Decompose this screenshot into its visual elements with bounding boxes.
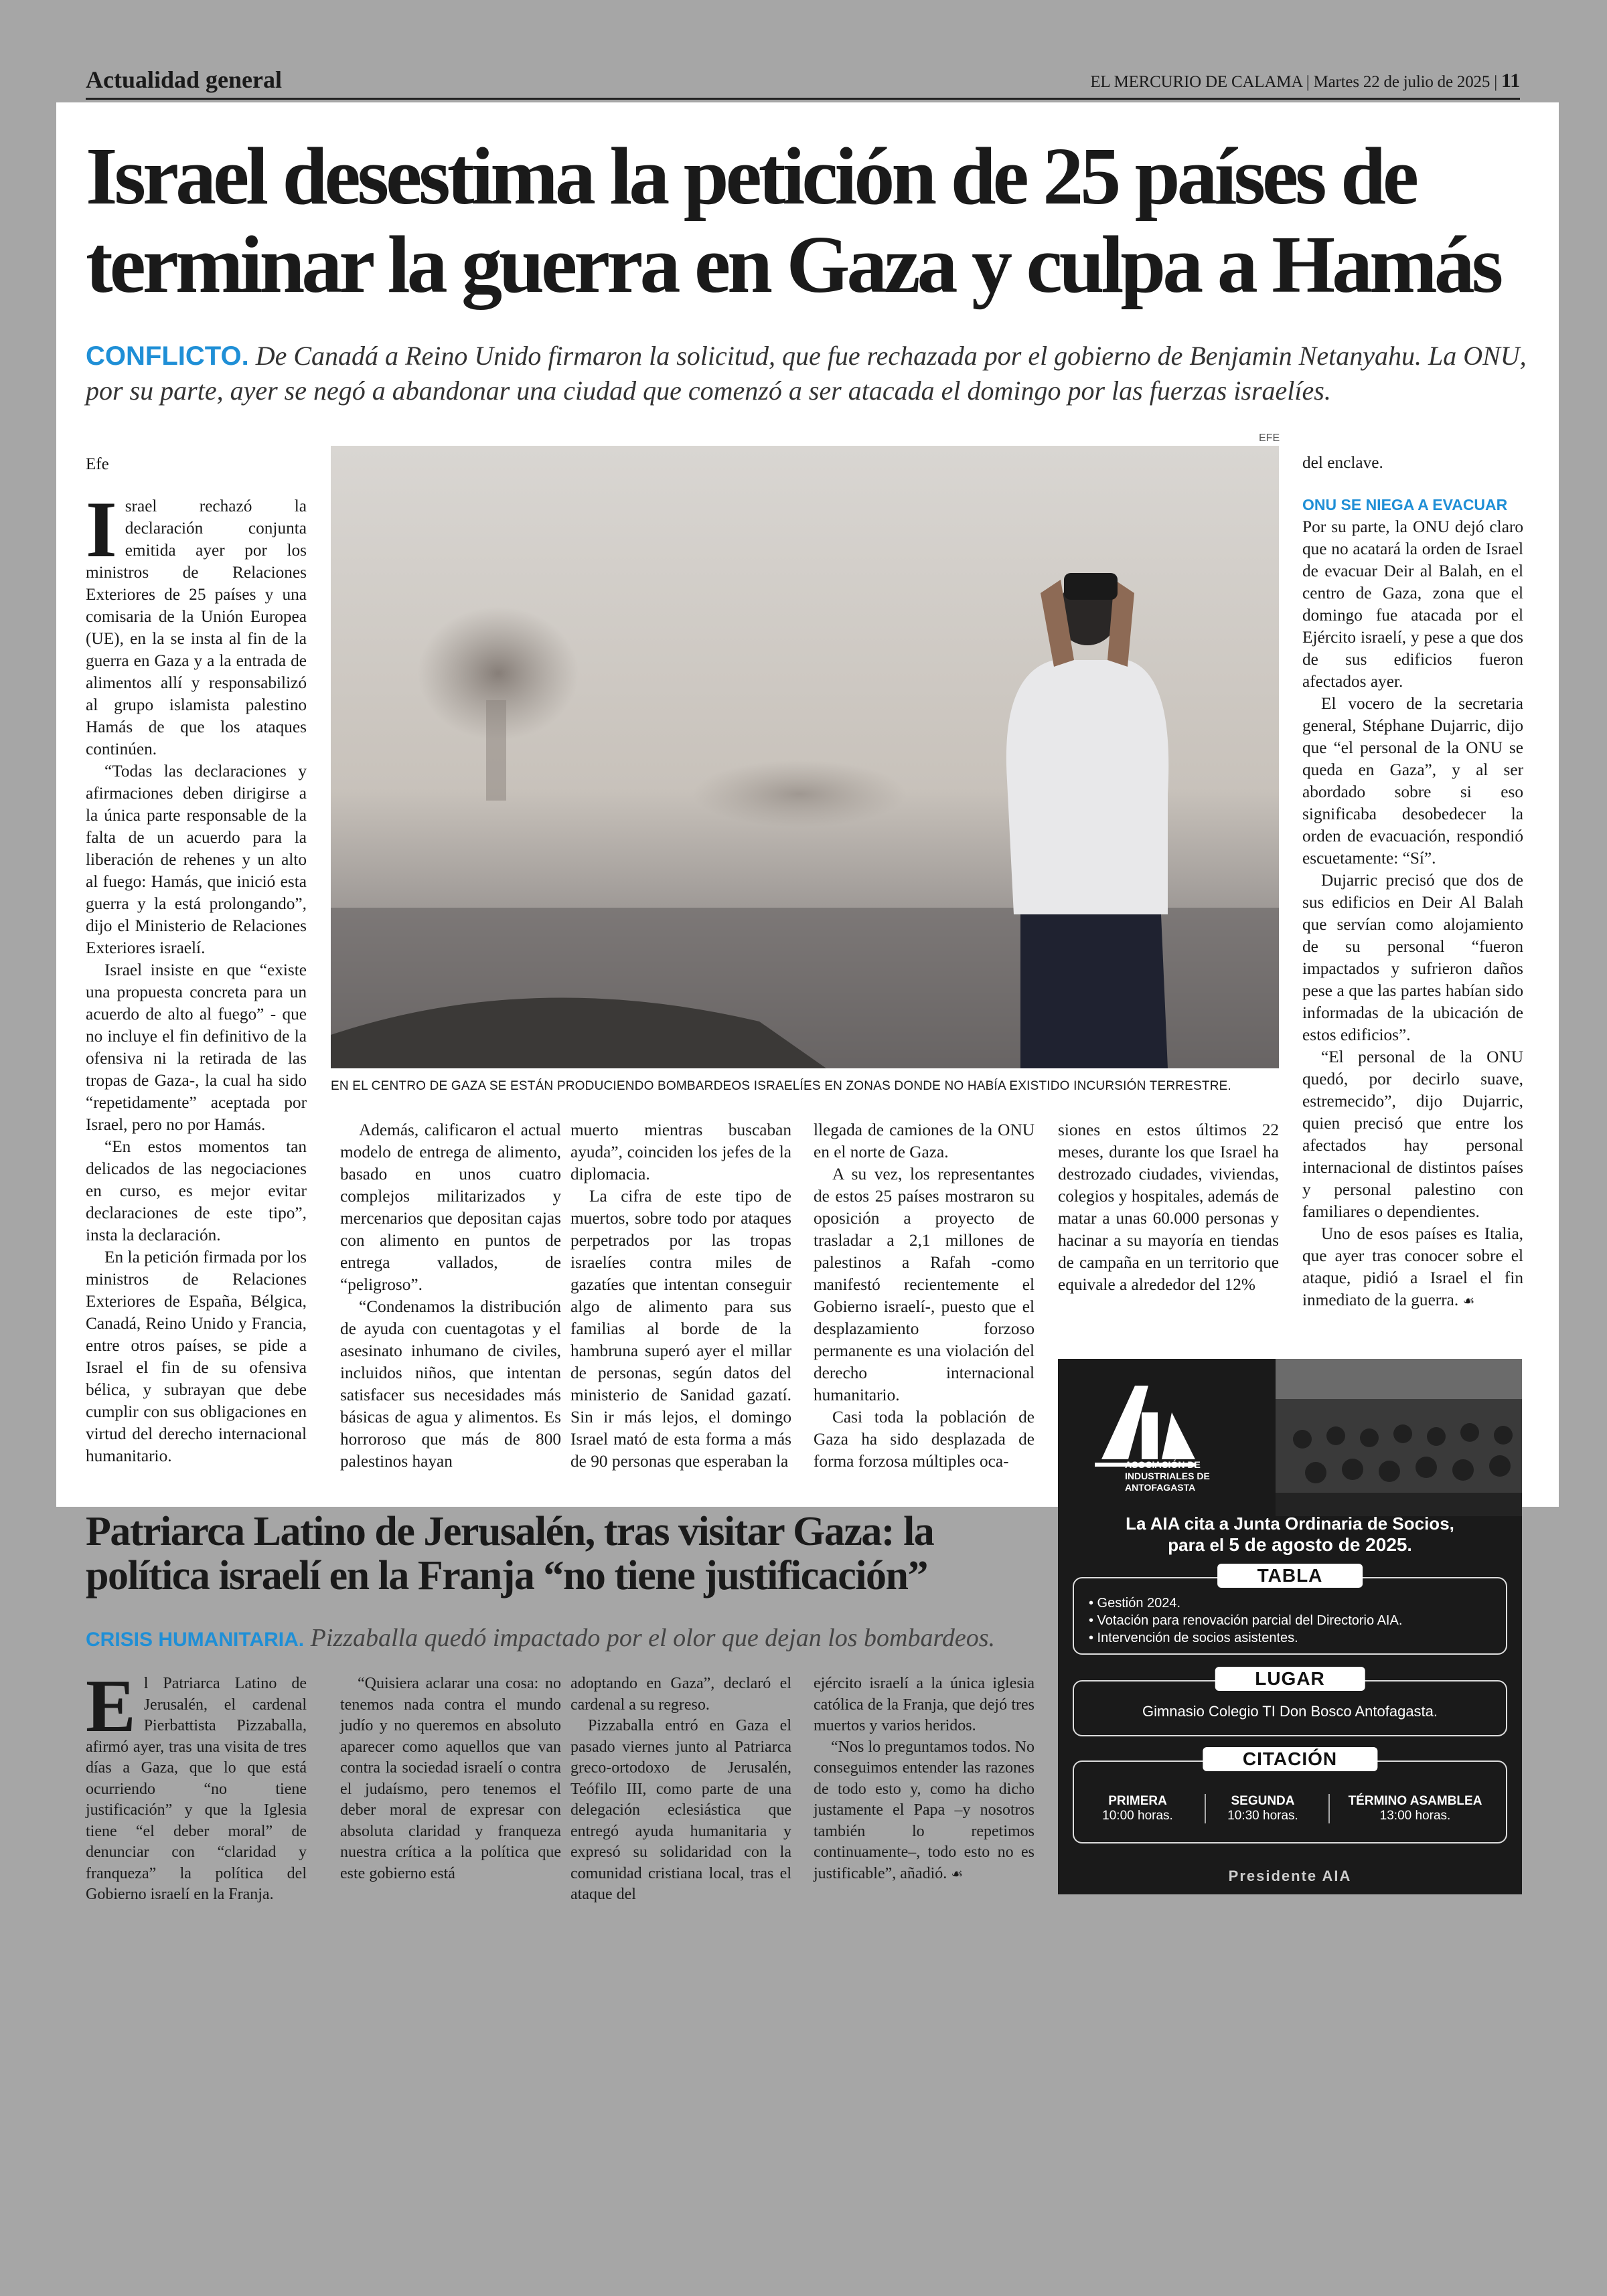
ad-citacion-item: SEGUNDA 10:30 horas.	[1205, 1794, 1320, 1823]
paragraph: El vocero de la secretaria general, Stéphane Dujarric, dijo que “el personal de la ONU se queda en Gaza”, y al ser abordado sobre si eso significaba desobedecer la orden de evacuación, respondió escuetamente: “Sí”.	[1302, 694, 1523, 868]
paragraph: Pizzaballa entró en Gaza el pasado viernes junto al Patriarca greco-ortodoxo de Jerusalén, Teófilo III, como parte de una delegación eclesiástica que entregó ayuda humanitaria y expresó su solidaridad con la comunidad cristiana local, tras el ataque del	[570, 1717, 791, 1903]
secondary-column-1	[86, 1665, 307, 1906]
article-column-5	[1058, 1119, 1279, 1296]
aia-advertisement	[1058, 1359, 1522, 1894]
aia-logo-icon	[1088, 1372, 1202, 1473]
newspaper-name: EL MERCURIO DE CALAMA	[1090, 73, 1302, 91]
ad-tabla-box	[1073, 1565, 1507, 1655]
end-mark-icon: ☙	[951, 1865, 964, 1882]
paragraph: “En estos momentos tan delicados de las negociaciones en curso, es mejor evitar declaraciones de este tipo”, insta la declaración.	[86, 1137, 307, 1244]
main-headline: Israel desestima la petición de 25 países de terminar la guerra en Gaza y culpa a Hamás	[86, 131, 1501, 310]
paragraph: ejército israelí a la única iglesia católica de la Franja, que dejó tres muertos y varios heridos.	[814, 1675, 1035, 1734]
paragraph: “El personal de la ONU quedó, por decirlo suave, estremecido”, dijo Dujarric, quien precisó que entre los afectados hay personal internacional de distintos países y personal palestino con familiares o dependientes.	[1302, 1048, 1523, 1221]
paragraph: siones en estos últimos 22 meses, durante los que Israel ha destrozado ciudades, viviendas, colegios y hospitales, además de matar a unas 60.000 personas y hacinar a su mayoría en tiendas de campaña en un territorio que equivale a alrededor del 12%	[1058, 1121, 1279, 1294]
ad-citacion-title: CITACIÓN	[1203, 1747, 1377, 1771]
drop-cap: E	[86, 1665, 136, 1748]
article-column-6	[1302, 452, 1523, 1312]
ad-tabla-item: • Votación para renovación parcial del Directorio AIA.	[1089, 1613, 1403, 1628]
ad-lugar-text: Gimnasio Colegio TI Don Bosco Antofagasta.	[1142, 1703, 1438, 1720]
paragraph: Israel insiste en que “existe una propuesta concreta para un acuerdo de alto al fuego” - que no incluye el fin definitivo de la ofensiva ni la retirada de las tropas de Gaza-, la cual ha sido “repetidamente” aceptada por Israel, pero no por Hamás.	[86, 961, 307, 1134]
ad-tabla-title: TABLA	[1217, 1564, 1363, 1588]
paragraph: A su vez, los representantes de estos 25 países mostraron su oposición a proyecto de trasladar a 2,1 millones de palestinos a Rafah -como manifestó recientemente el Gobierno israelí-, puesto que el desplazamiento forzoso permanente es una violación del derecho internacional humanitario.	[814, 1165, 1035, 1404]
secondary-column-4	[814, 1673, 1035, 1884]
header-rule	[86, 98, 1520, 100]
article-column-4	[814, 1119, 1035, 1473]
lead-kicker: CONFLICTO.	[86, 341, 249, 371]
ad-citacion-item: PRIMERA 10:00 horas.	[1102, 1794, 1173, 1823]
paragraph: En la petición firmada por los ministros de Relaciones Exteriores de España, Bélgica, Canadá, Reino Unido y Francia, entre otros países, se pide a Israel el fin de su ofensiva bélica, y subrayan que debe cumplir con sus obligaciones en virtud del derecho internacional humanitario.	[86, 1248, 307, 1465]
subheading: ONU SE NIEGA A EVACUAR	[1302, 496, 1508, 513]
article-lead	[86, 339, 1532, 408]
paragraph: del enclave.	[1302, 453, 1383, 472]
paragraph: Casi toda la población de Gaza ha sido desplazada de forma forzosa múltiples oca-	[814, 1408, 1035, 1471]
end-mark-icon: ☙	[1462, 1293, 1475, 1309]
ad-lugar-title: LUGAR	[1215, 1667, 1365, 1691]
paragraph: muerto mientras buscaban ayuda”, coinciden los jefes de la diplomacia.	[570, 1121, 791, 1183]
secondary-column-2	[340, 1673, 561, 1884]
secondary-column-3	[570, 1673, 791, 1906]
page-number: 11	[1501, 70, 1520, 92]
secondary-lead	[86, 1623, 1090, 1653]
ad-tabla-item: • Gestión 2024.	[1089, 1596, 1181, 1611]
ad-citacion-item: TÉRMINO ASAMBLEA 13:00 horas.	[1328, 1794, 1501, 1823]
lead-text: Pizzaballa quedó impactado por el olor que dejan los bombardeos.	[310, 1624, 996, 1652]
paragraph: “Quisiera aclarar una cosa: no tenemos nada contra el mundo judío y no queremos en absoluto aparecer como aquellos que van contra la sociedad israelí o contra el judaísmo, pero tenemos el deber moral de expresar con absoluta claridad y franqueza nuestra crítica a la política que este gobierno está	[340, 1675, 561, 1882]
ad-citacion-box	[1073, 1748, 1507, 1843]
ad-assembly-photo	[1276, 1359, 1522, 1516]
article-column-3	[570, 1119, 791, 1473]
section-label: Actualidad general	[86, 66, 282, 93]
paragraph: “Todas las declaraciones y afirmaciones deben dirigirse a la única parte responsable de la falta de un acuerdo para la liberación de rehenes y un alto al fuego: Hamás, que inició esta guerra y la está prolongando”, dijo el Ministerio de Relaciones Exteriores israelí.	[86, 762, 307, 957]
paragraph: Además, calificaron el actual modelo de entrega de alimento, basado en unos cuatro complejos militarizados y mercenarios que depositan cajas con alimento en puntos de entrega vallados, de “peligroso”.	[340, 1121, 561, 1294]
lead-kicker: CRISIS HUMANITARIA.	[86, 1629, 305, 1651]
byline: Efe	[86, 455, 109, 473]
ad-lugar-box	[1073, 1668, 1507, 1736]
issue-date: Martes 22 de julio de 2025	[1313, 73, 1490, 91]
paragraph: srael rechazó la declaración conjunta emitida ayer por los ministros de Relaciones Exteriores de 25 países y una comisaria de la Unión Europea (UE), en la se insta al fin de la guerra en Gaza y a la entrada de alimentos allí y responsabilizó al grupo islamista palestino Hamás de que los ataques continúen.	[86, 497, 307, 758]
paragraph: Por su parte, la ONU dejó claro que no acatará la orden de Israel de evacuar Deir al Balah, en el centro de Gaza, zona que el domingo fue atacada por el Ejército israelí, y pese a que dos de sus edificios fueron afectados ayer.	[1302, 517, 1523, 691]
lead-text: De Canadá a Reino Unido firmaron la solicitud, que fue rechazada por el gobierno de Benjamin Netanyahu. La ONU, por su parte, ayer se negó a abandonar una ciudad que comenzó a ser atacada el domingo por las fuerzas israelíes.	[86, 341, 1527, 406]
paragraph: l Patriarca Latino de Jerusalén, el cardenal Pierbattista Pizzaballa, afirmó ayer, tras una visita de tres días a Gaza, que lo que está ocurriendo “no tiene justificación” y que la Iglesia tiene “el deber moral” de denunciar con “claridad y franqueza” la política del Gobierno israelí en la Franja.	[86, 1675, 307, 1903]
article-column-2	[340, 1119, 561, 1473]
article-column-1	[86, 485, 307, 1467]
paragraph: “Condenamos la distribución de ayuda con cuentagotas y el asesinato inhumano de civiles, incluidos niños, que intentan satisfacer sus necesidades más básicas de agua y alimentos. Es horroroso que más de 800 palestinos hayan	[340, 1297, 561, 1471]
paragraph: “Nos lo preguntamos todos. No conseguimos entender las razones de todo esto y, como ha dicho justamente el Papa –y nosotros también lo repetimos continuamente–, todo esto no es justificable”, añadió.	[814, 1738, 1035, 1882]
paragraph: La cifra de este tipo de muertos, sobre todo por ataques perpetrados por las tropas israelíes contra miles de gazatíes que intentan conseguir algo de alimento para sus familias al borde de la hambruna superó ayer el millar de personas, según datos del ministerio de Sanidad gazatí. Sin ir más lejos, el domingo Israel mató de esta forma a más de 90 personas que esperaban la	[570, 1187, 791, 1471]
paragraph: Dujarric precisó que dos de sus edificios en Deir Al Balah que servían como alojamiento de su personal “fueron impactados y sufrieron daños pese a que las partes habían sido informadas de la ubicación de estos edificios”.	[1302, 871, 1523, 1044]
paragraph: llegada de camiones de la ONU en el norte de Gaza.	[814, 1121, 1035, 1161]
ad-tabla-item: • Intervención de socios asistentes.	[1089, 1631, 1298, 1645]
drop-cap: I	[86, 485, 117, 574]
ad-association-name: ASOCIACIÓN DE INDUSTRIALES DE ANTOFAGASTA	[1125, 1459, 1210, 1493]
paragraph: adoptando en Gaza”, declaró el cardenal a su regreso.	[570, 1675, 791, 1714]
paragraph: Uno de esos países es Italia, que ayer tras conocer sobre el ataque, pidió a Israel el fin inmediato de la guerra.	[1302, 1224, 1523, 1309]
ad-footer: Presidente AIA	[1228, 1868, 1352, 1884]
page-header-info: EL MERCURIO DE CALAMA | Martes 22 de julio de 2025 | 11	[1090, 70, 1520, 92]
secondary-headline: Patriarca Latino de Jerusalén, tras visitar Gaza: la política israelí en la Franja “no tiene justificación”	[86, 1509, 934, 1598]
news-photo	[331, 446, 1279, 1068]
photo-credit: EFE	[1259, 432, 1280, 444]
ad-headline: La AIA cita a Junta Ordinaria de Socios, para el 5 de agosto de 2025.	[1126, 1513, 1454, 1555]
photo-caption: EN EL CENTRO DE GAZA SE ESTÁN PRODUCIENDO BOMBARDEOS ISRAELÍES EN ZONAS DONDE NO HABÍA EXISTIDO INCURSIÓN TERRESTRE.	[331, 1079, 1231, 1093]
